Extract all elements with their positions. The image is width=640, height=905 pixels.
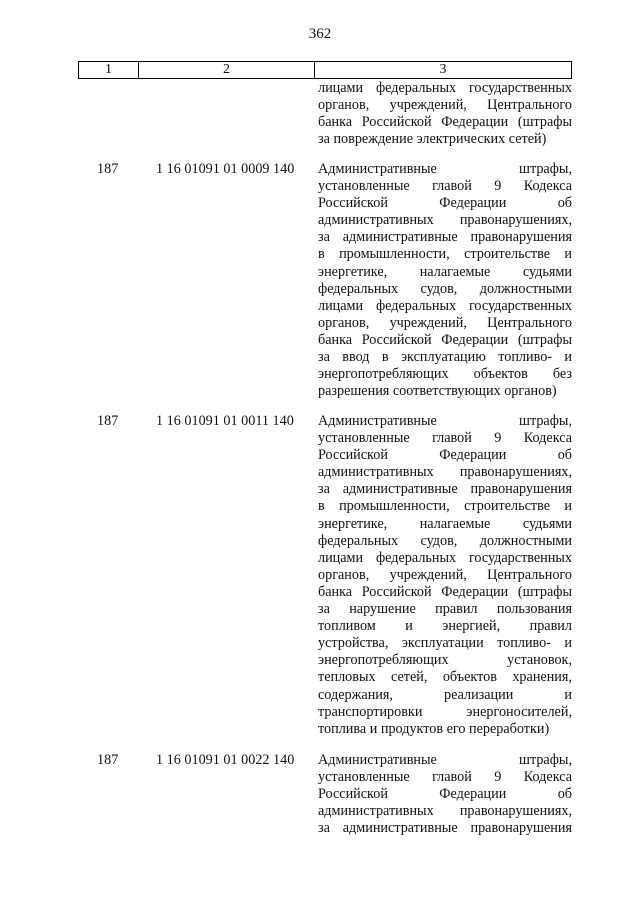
text-line: органов, учреждений, Центрального	[318, 566, 572, 583]
text-line: лицами федеральных государственных	[318, 549, 572, 566]
text-line: установленные главой 9 Кодекса	[318, 178, 572, 195]
text-line: топлива и продуктов его переработки)	[318, 720, 550, 737]
text-line: органов, учреждений, Центрального	[318, 314, 572, 331]
text-line: транспортировки энергоносителей,	[318, 703, 572, 720]
text-line: за ввод в эксплуатацию топливо- и	[318, 349, 572, 366]
text-line: энергопотребляющих объектов без	[318, 366, 572, 383]
text-line: разрешения соответствующих органов)	[318, 383, 557, 400]
text-line: административных правонарушениях,	[318, 464, 572, 481]
text-line: энергетике, налагаемые судьями	[318, 263, 572, 280]
text-line: банка Российской Федерации (штрафы	[318, 331, 572, 348]
row-2-kbk-code: 1 16 01091 01 0011 140	[156, 413, 294, 429]
header-col-2: 2	[139, 62, 315, 78]
text-line: лицами федеральных государственных	[318, 297, 572, 314]
row-2-description	[318, 413, 572, 738]
text-line: за административные правонарушения	[318, 481, 572, 498]
row-1-kbk-code: 1 16 01091 01 0009 140	[156, 161, 295, 177]
header-col-3: 3	[439, 62, 447, 77]
text-line: банка Российской Федерации (штрафы	[318, 114, 572, 131]
text-line: федеральных судов, должностными	[318, 280, 572, 297]
row-1-admin-code: 187	[97, 161, 119, 177]
row-3-kbk-code: 1 16 01091 01 0022 140	[156, 752, 295, 768]
text-line: органов, учреждений, Центрального	[318, 97, 572, 114]
text-line: Российской Федерации об	[318, 447, 572, 464]
text-line: установленные главой 9 Кодекса	[318, 430, 572, 447]
text-line: Российской Федерации об	[318, 195, 572, 212]
text-line: за нарушение правил пользования	[318, 601, 572, 618]
text-line: Административные штрафы,	[318, 161, 572, 177]
page-number: 362	[308, 26, 332, 42]
text-line: в промышленности, строительстве и	[318, 246, 572, 263]
text-line: Административные штрафы,	[318, 413, 572, 429]
text-line: лицами федеральных государственных	[318, 80, 572, 96]
row-2-admin-code: 187	[97, 413, 119, 429]
text-line: Административные штрафы,	[318, 752, 572, 768]
row-3-description	[318, 752, 572, 837]
text-line: тепловых сетей, объектов хранения,	[318, 669, 572, 686]
text-line: административных правонарушениях,	[318, 803, 572, 820]
row-1-description	[318, 161, 572, 400]
text-line: федеральных судов, должностными	[318, 532, 572, 549]
text-line: административных правонарушениях,	[318, 212, 572, 229]
table-header	[78, 61, 572, 79]
row-3-admin-code: 187	[97, 752, 119, 768]
continuation-text	[318, 80, 572, 148]
header-col-1: 1	[79, 62, 139, 78]
text-line: за административные правонарушения	[318, 820, 572, 837]
text-line: Российской Федерации об	[318, 786, 572, 803]
text-line: энергетике, налагаемые судьями	[318, 515, 572, 532]
text-line: энергопотребляющих установок,	[318, 652, 572, 669]
text-line: за административные правонарушения	[318, 229, 572, 246]
text-line: устройства, эксплуатации топливо- и	[318, 635, 572, 652]
text-line: топливом и энергией, правил	[318, 618, 572, 635]
text-line: в промышленности, строительстве и	[318, 498, 572, 515]
text-line: за повреждение электрических сетей)	[318, 131, 547, 148]
text-line: содержания, реализации и	[318, 686, 572, 703]
text-line: банка Российской Федерации (штрафы	[318, 583, 572, 600]
text-line: установленные главой 9 Кодекса	[318, 769, 572, 786]
